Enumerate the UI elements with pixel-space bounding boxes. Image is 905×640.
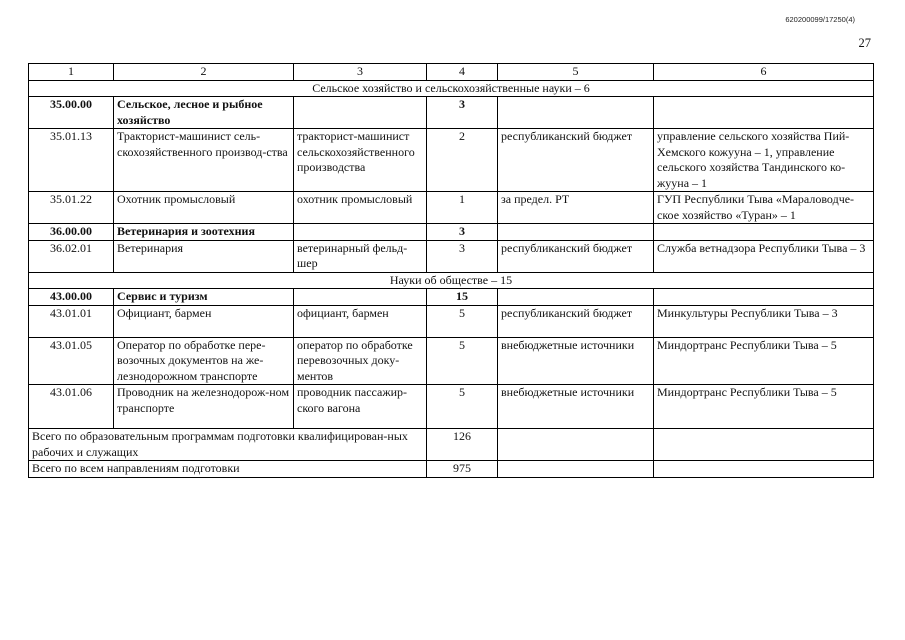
specialty-code: 35.01.13	[29, 129, 114, 192]
training-plan-table	[28, 63, 874, 478]
specialty-code: 43.01.01	[29, 305, 114, 337]
total-label: Всего по образовательным программам подготовки квалифицирован-ных рабочих и служащих	[29, 429, 427, 461]
student-count: 1	[427, 192, 498, 224]
total-label: Всего по всем направлениям подготовки	[29, 461, 427, 478]
specialty-name: Проводник на железнодорож-ном транспорте	[114, 385, 294, 429]
specialty-code: 36.00.00	[29, 224, 114, 241]
student-count: 2	[427, 129, 498, 192]
qualification	[294, 224, 427, 241]
total-row-all	[29, 461, 874, 478]
header-cell-4: 4	[427, 64, 498, 81]
student-count: 5	[427, 305, 498, 337]
customer: Служба ветнадзора Республики Тыва – 3	[654, 240, 874, 272]
student-count: 3	[427, 97, 498, 129]
header-cell-1: 1	[29, 64, 114, 81]
student-count: 15	[427, 289, 498, 306]
section-title: Сельское хозяйство и сельскохозяйственные науки – 6	[29, 80, 874, 97]
specialty-name: Ветеринария и зоотехния	[114, 224, 294, 241]
table-row	[29, 240, 874, 272]
funding-source: внебюджетные источники	[498, 385, 654, 429]
specialty-name: Ветеринария	[114, 240, 294, 272]
qualification	[294, 97, 427, 129]
customer: Минкультуры Республики Тыва – 3	[654, 305, 874, 337]
table-row	[29, 337, 874, 385]
section-title: Науки об обществе – 15	[29, 272, 874, 289]
table-row	[29, 129, 874, 192]
funding-source	[498, 289, 654, 306]
customer	[654, 289, 874, 306]
group-row	[29, 97, 874, 129]
table-row	[29, 192, 874, 224]
specialty-name: Тракторист-машинист сель-скохозяйственного производ-ства	[114, 129, 294, 192]
qualification: охотник промысловый	[294, 192, 427, 224]
funding-source: республиканский бюджет	[498, 240, 654, 272]
funding-source: республиканский бюджет	[498, 305, 654, 337]
funding-source: за предел. РТ	[498, 192, 654, 224]
specialty-name: Сервис и туризм	[114, 289, 294, 306]
specialty-name: Сельское, лесное и рыбное хозяйство	[114, 97, 294, 129]
header-cell-3: 3	[294, 64, 427, 81]
group-row	[29, 224, 874, 241]
table-row	[29, 385, 874, 429]
qualification: тракторист-машинист сельскохозяйственного производства	[294, 129, 427, 192]
funding-source: внебюджетные источники	[498, 337, 654, 385]
customer	[654, 97, 874, 129]
customer	[654, 224, 874, 241]
section-row-social	[29, 272, 874, 289]
total-row-qualified-workers	[29, 429, 874, 461]
funding-source: республиканский бюджет	[498, 129, 654, 192]
qualification: официант, бармен	[294, 305, 427, 337]
specialty-code: 35.01.22	[29, 192, 114, 224]
qualification: проводник пассажир-ского вагона	[294, 385, 427, 429]
student-count: 3	[427, 224, 498, 241]
customer: ГУП Республики Тыва «Мараловодче-ское хозяйство «Туран» – 1	[654, 192, 874, 224]
empty-cell	[654, 429, 874, 461]
qualification: оператор по обработке перевозочных доку-ментов	[294, 337, 427, 385]
header-cell-5: 5	[498, 64, 654, 81]
table-row	[29, 305, 874, 337]
specialty-name: Охотник промысловый	[114, 192, 294, 224]
funding-source	[498, 224, 654, 241]
specialty-code: 43.01.06	[29, 385, 114, 429]
specialty-code: 35.00.00	[29, 97, 114, 129]
specialty-name: Официант, бармен	[114, 305, 294, 337]
section-row-agriculture	[29, 80, 874, 97]
funding-source	[498, 97, 654, 129]
specialty-code: 36.02.01	[29, 240, 114, 272]
specialty-name: Оператор по обработке пере-возочных документов на же-лезнодорожном транспорте	[114, 337, 294, 385]
header-cell-6: 6	[654, 64, 874, 81]
student-count: 5	[427, 385, 498, 429]
qualification: ветеринарный фельд-шер	[294, 240, 427, 272]
group-row	[29, 289, 874, 306]
customer: Миндортранс Республики Тыва – 5	[654, 337, 874, 385]
page-number: 27	[858, 36, 871, 50]
student-count: 5	[427, 337, 498, 385]
total-value: 126	[427, 429, 498, 461]
empty-cell	[498, 461, 654, 478]
qualification	[294, 289, 427, 306]
customer: Миндортранс Республики Тыва – 5	[654, 385, 874, 429]
document-id: 620200099/17250(4)	[785, 15, 855, 24]
specialty-code: 43.00.00	[29, 289, 114, 306]
student-count: 3	[427, 240, 498, 272]
customer: управление сельского хозяйства Пий-Хемского кожууна – 1, управление сельского хозяйства Тандинского ко-жууна – 1	[654, 129, 874, 192]
empty-cell	[498, 429, 654, 461]
header-cell-2: 2	[114, 64, 294, 81]
empty-cell	[654, 461, 874, 478]
header-row	[29, 64, 874, 81]
total-value: 975	[427, 461, 498, 478]
specialty-code: 43.01.05	[29, 337, 114, 385]
